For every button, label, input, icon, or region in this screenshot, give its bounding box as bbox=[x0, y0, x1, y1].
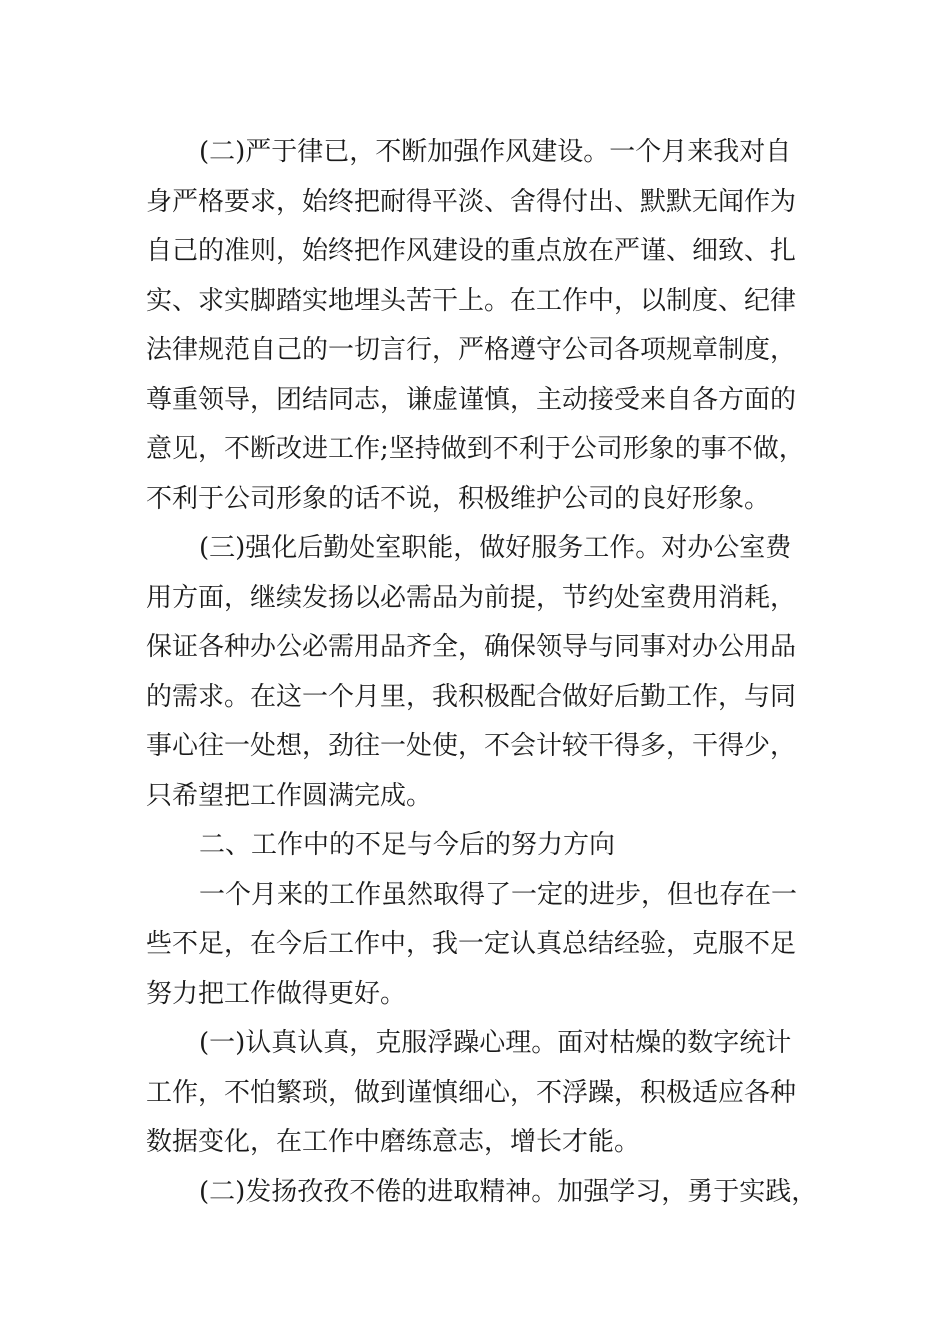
text-line: 工作，不怕繁琐，做到谨慎细心，不浮躁，积极适应各种 bbox=[146, 1077, 797, 1108]
text-line: 数据变化，在工作中磨练意志，增长才能。 bbox=[146, 1127, 641, 1157]
text-line: 努力把工作做得更好。 bbox=[146, 978, 407, 1009]
text-line: 意见，不断改进工作;坚持做到不利于公司形象的事不做， bbox=[146, 434, 805, 464]
text-line: 事心往一处想，劲往一处使，不会计较干得多，干得少， bbox=[146, 731, 797, 761]
document-body bbox=[146, 128, 818, 1217]
text-line: 不利于公司形象的话不说，积极维护公司的良好形象。 bbox=[146, 483, 771, 514]
text-line: 法律规范自己的一切言行，严格遵守公司各项规章制度， bbox=[146, 335, 797, 365]
text-line: 身严格要求，始终把耐得平淡、舍得付出、默默无闻作为 bbox=[146, 186, 797, 217]
text-line: 用方面，继续发扬以必需品为前提，节约处室费用消耗， bbox=[146, 582, 797, 613]
text-line: 的需求。在这一个月里，我积极配合做好后勤工作，与同 bbox=[146, 681, 797, 712]
text-line: 保证各种办公必需用品齐全，确保领导与同事对办公用品 bbox=[146, 632, 797, 662]
text-line: (二)发扬孜孜不倦的进取精神。加强学习，勇于实践， bbox=[199, 1176, 818, 1207]
text-line: 实、求实脚踏实地埋头苦干上。在工作中，以制度、纪律 bbox=[146, 285, 797, 316]
text-line: (一)认真认真，克服浮躁心理。面对枯燥的数字统计 bbox=[199, 1028, 792, 1058]
text-line: 些不足，在今后工作中，我一定认真总结经验，克服不足 bbox=[146, 929, 797, 959]
text-line: 只希望把工作圆满完成。 bbox=[146, 780, 433, 811]
text-line: 一个月来的工作虽然取得了一定的进步，但也存在一 bbox=[199, 879, 798, 910]
section-heading: 二、工作中的不足与今后的努力方向 bbox=[199, 830, 616, 860]
text-line: 自己的准则，始终把作风建设的重点放在严谨、细致、扎 bbox=[146, 236, 797, 266]
text-line: 尊重领导，团结同志，谦虚谨慎，主动接受来自各方面的 bbox=[146, 384, 797, 415]
text-line: (三)强化后勤处室职能，做好服务工作。对办公室费 bbox=[199, 533, 792, 563]
text-line: (二)严于律已，不断加强作风建设。一个月来我对自 bbox=[199, 137, 792, 167]
